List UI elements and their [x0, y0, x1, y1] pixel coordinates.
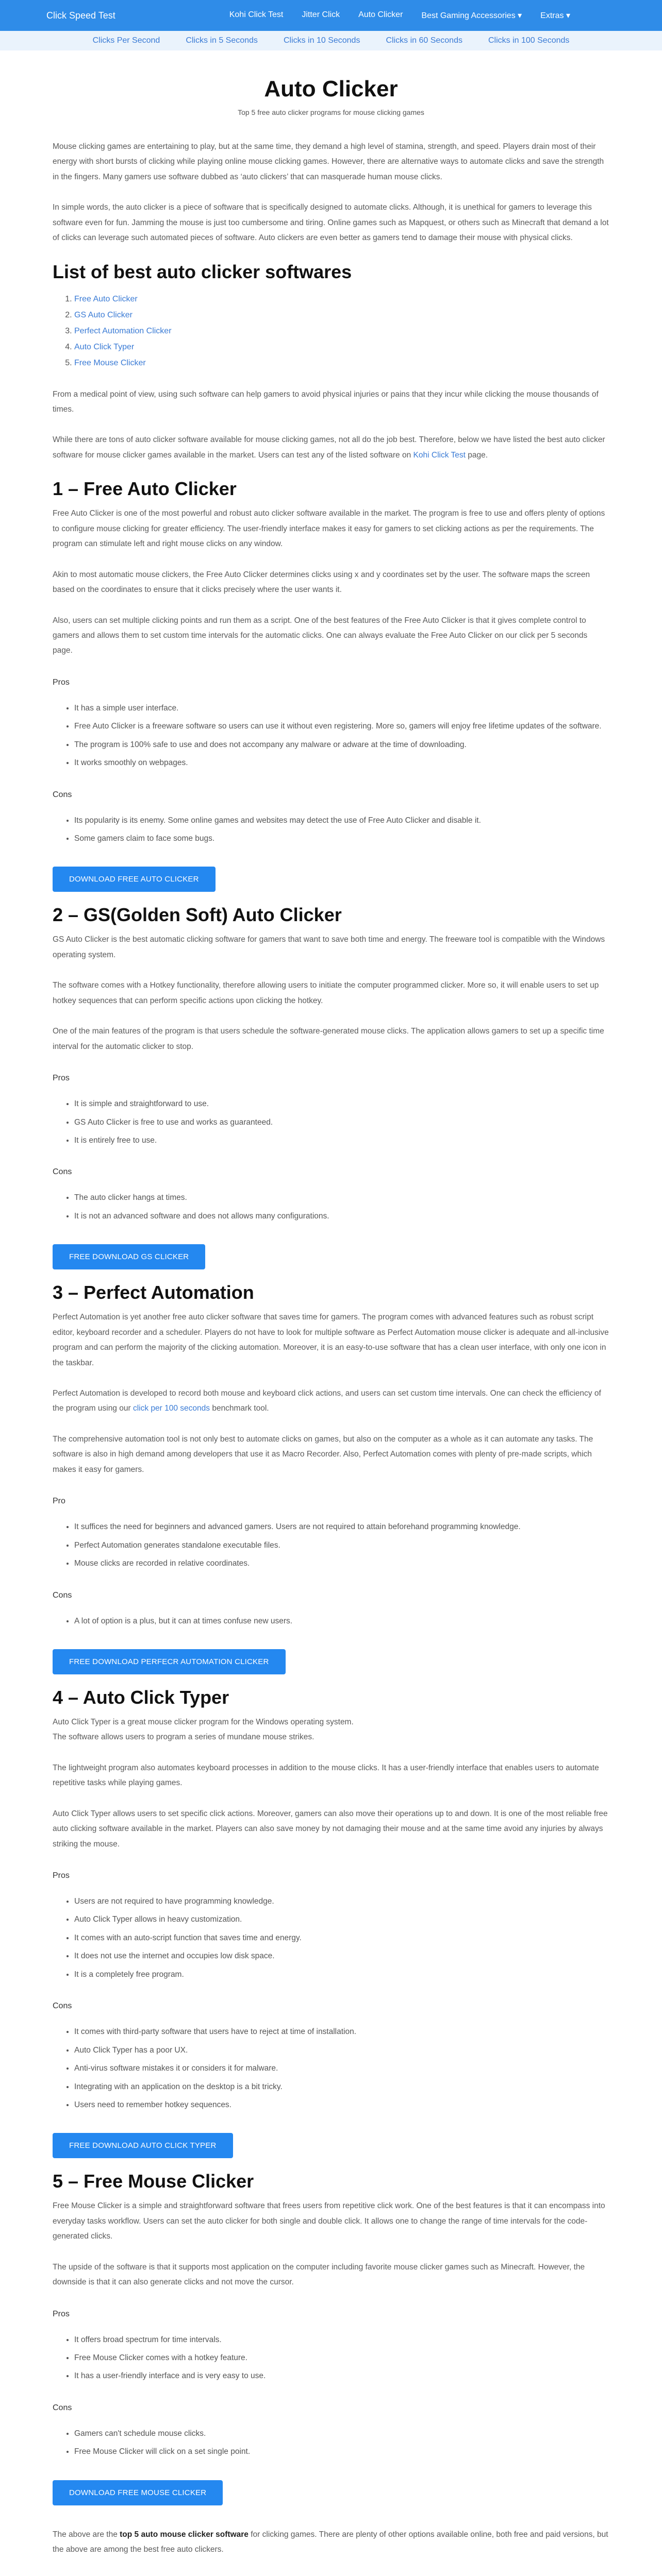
section-4-pros-list — [74, 1894, 609, 1982]
text-segment: The above are the — [53, 2530, 120, 2539]
toc-item — [74, 355, 609, 371]
pros-item: • It is a completely free program. — [74, 1967, 609, 1982]
list-heading: List of best auto clicker softwares — [53, 261, 352, 282]
section-3-cons-list — [74, 1614, 609, 1629]
text-segment: for clicking games. There are plenty of other options available online, both free and paid versions, but the above are among the best free auto clickers. — [53, 2530, 608, 2554]
nav-item-jitter-click[interactable]: Jitter Click — [302, 10, 340, 19]
section-5-cons-label: Cons — [53, 2403, 72, 2412]
pros-item: • Free Mouse Clicker comes with a hotkey feature. — [74, 2350, 609, 2365]
cons-item: • Some gamers claim to face some bugs. — [74, 831, 609, 846]
pros-item: • It has a simple user interface. — [74, 701, 609, 716]
cons-item: • It is not an advanced software and does not allows many configurations. — [74, 1209, 609, 1224]
pros-item: • It is simple and straightforward to use. — [74, 1096, 609, 1111]
brand-link[interactable]: Click Speed Test — [46, 10, 115, 21]
pros-item: • It suffices the need for beginners and advanced gamers. Users are not required to attain beforehand programming knowledge. — [74, 1519, 609, 1534]
section-5-paragraph: Free Mouse Clicker is a simple and straightforward software that frees users from repetitive click work. One of the best features is that it can encompass into everyday tasks workflow. Users can set the auto clicker for both single and double click. It allows one to change the range of time intervals for the code-generated clicks. — [53, 2201, 605, 2241]
section-1-paragraph: Free Auto Clicker is one of the most powerful and robust auto clicker software available in the market. The program is free to use and offers plenty of options to configure mouse clicking for greater efficiency. The user-friendly interface makes it easy for gamers to set clicking actions as per the requirements. The program can stimulate left and right mouse clicks on any window. — [53, 509, 605, 549]
page-subtitle: Top 5 free auto clicker programs for mouse clicking games — [238, 108, 424, 116]
text-highlight: top 5 auto mouse clicker software — [120, 2530, 249, 2539]
section-4-paragraph: Auto Click Typer allows users to set specific click actions. Moreover, gamers can also move their operations up to and down. It is one of the most reliable free auto clicking software available in the market. Players can also save money by not damaging their mouse and at the same time avoid any injuries by always striking the mouse. — [53, 1809, 608, 1849]
download-perfect-automation-button[interactable]: FREE DOWNLOAD PERFECR AUTOMATION CLICKER — [53, 1649, 286, 1674]
subnav-clicks-5-seconds[interactable]: Clicks in 5 Seconds — [186, 36, 258, 45]
page-title: Auto Clicker — [264, 76, 398, 101]
text-segment: Perfect Automation is developed to record both mouse and keyboard click actions, and users can set custom time intervals. One can check the efficiency of the program using our — [53, 1389, 601, 1413]
text-segment: The software allows users to program a series of mundane mouse strikes. — [53, 1733, 315, 1742]
section-1-pros-list — [74, 701, 609, 771]
main-content — [53, 50, 609, 2557]
text-segment: benchmark tool. — [210, 1404, 269, 1413]
toc-item — [74, 323, 609, 339]
section-1-title: 1 – Free Auto Clicker — [53, 478, 237, 500]
section-3-paragraph: The comprehensive automation tool is not only best to automate clicks on games, but also on the computer as a whole as it can automate any tasks. The software is also in high demand among developers that use it as Macro Recorder. Also, Perfect Automation comes with plenty of pre-made scripts, which makes it easy for gamers. — [53, 1434, 593, 1474]
section-1-cons-label: Cons — [53, 790, 72, 799]
after-list-paragraph-1: From a medical point of view, using such software can help gamers to avoid physical injuries or pains that they incur while clicking the mouse thousands of times. — [53, 389, 599, 414]
closing-paragraph — [53, 2527, 609, 2557]
cons-item: • Integrating with an application on the desktop is a bit tricky. — [74, 2079, 609, 2094]
pros-item: • It is entirely free to use. — [74, 1133, 609, 1148]
text-segment: While there are tons of auto clicker software available for mouse clicking games, not all do the job best. Therefore, below we have listed the best auto clicker software for mouse clicker games available in the market. Users can test any of the listed software on — [53, 435, 605, 460]
section-4-title: 4 – Auto Click Typer — [53, 1686, 229, 1708]
cons-item: • It comes with third-party software that users have to reject at time of installation. — [74, 2024, 609, 2039]
pros-item: • GS Auto Clicker is free to use and works as guaranteed. — [74, 1115, 609, 1130]
pros-item: • It does not use the internet and occupies low disk space. — [74, 1948, 609, 1963]
pros-item: • It offers broad spectrum for time intervals. — [74, 2332, 609, 2347]
toc-item — [74, 291, 609, 307]
toc-item — [74, 307, 609, 323]
nav-item-gaming-accessories-dropdown[interactable]: Best Gaming Accessories ▾ — [421, 11, 522, 20]
section-5-title: 5 – Free Mouse Clicker — [53, 2171, 254, 2192]
nav-menu — [220, 10, 580, 21]
pros-item: • Perfect Automation generates standalone executable files. — [74, 1538, 609, 1553]
nav-item-extras-dropdown[interactable]: Extras ▾ — [540, 11, 570, 20]
section-5-paragraph: The upside of the software is that it supports most application on the computer including favorite mouse clicker games such as Minecraft. However, the downside is that it can also generate clicks and not move the cursor. — [53, 2262, 585, 2287]
cons-item: • Auto Click Typer has a poor UX. — [74, 2043, 609, 2058]
section-2-title: 2 – GS(Golden Soft) Auto Clicker — [53, 904, 342, 926]
cons-item: • Anti-virus software mistakes it or considers it for malware. — [74, 2061, 609, 2076]
click-per-100-seconds-link[interactable]: click per 100 seconds — [133, 1404, 210, 1413]
pros-item: • Mouse clicks are recorded in relative coordinates. — [74, 1556, 609, 1571]
toc-link-free-auto-clicker[interactable]: Free Auto Clicker — [74, 294, 138, 303]
intro-paragraph-1: Mouse clicking games are entertaining to play, but at the same time, they demand a high level of stamina, strength, and speed. Players drain most of their energy with short bursts of clicking while playing online mouse clicking games. However, there are alternative ways to automate clicks and save the strength in the fingers. Many gamers use software dubbed as ‘auto clickers’ that can masquerade human mouse clicks. — [53, 142, 604, 181]
subnav-clicks-60-seconds[interactable]: Clicks in 60 Seconds — [386, 36, 462, 45]
section-4-paragraph: The lightweight program also automates keyboard processes in addition to the mouse clicks. It has a user-friendly interface that enables users to automate repetitive tasks while playing games. — [53, 1763, 599, 1788]
intro-paragraph-2: In simple words, the auto clicker is a piece of software that is specifically designed to automate clicks. Although, it is unethical for gamers to leverage this software even for fun. Jamming the mouse is just too cumbersome and tiring. Online games such as Mapquest, or others such as Minecraft that demand a lot of clicks can leverage such automated pieces of software. Auto clickers are even better as gamers tend to damage their mouse with physical clicks. — [53, 203, 609, 243]
download-free-mouse-clicker-button[interactable]: DOWNLOAD FREE MOUSE CLICKER — [53, 2480, 223, 2505]
section-4-paragraph — [53, 1715, 609, 1745]
download-auto-click-typer-button[interactable]: FREE DOWNLOAD AUTO CLICK TYPER — [53, 2133, 233, 2158]
cons-item: • Gamers can't schedule mouse clicks. — [74, 2426, 609, 2441]
section-4-pros-label: Pros — [53, 1871, 70, 1880]
pros-item: • The program is 100% safe to use and does not accompany any malware or adware at the time of downloading. — [74, 737, 609, 752]
nav-item-kohi-click-test[interactable]: Kohi Click Test — [229, 10, 284, 19]
section-1-pros-label: Pros — [53, 677, 70, 687]
section-2-pros-label: Pros — [53, 1074, 70, 1083]
section-5-pros-label: Pros — [53, 2309, 70, 2318]
kohi-click-test-link[interactable]: Kohi Click Test — [413, 450, 466, 460]
section-1-paragraph: Akin to most automatic mouse clickers, the Free Auto Clicker determines clicks using x and y coordinates set by the user. The software maps the screen based on the coordinates to ensure that it clicks precisely where the user wants it. — [53, 570, 590, 595]
pros-item: • Free Auto Clicker is a freeware software so users can use it without even registering. More so, gamers will enjoy free lifetime updates of the software. — [74, 719, 609, 734]
download-free-auto-clicker-button[interactable]: DOWNLOAD FREE AUTO CLICKER — [53, 867, 216, 892]
section-3-paragraph — [53, 1386, 609, 1416]
nav-item-auto-clicker[interactable]: Auto Clicker — [358, 10, 403, 19]
section-5-pros-list — [74, 2332, 609, 2384]
cons-item: • The auto clicker hangs at times. — [74, 1190, 609, 1205]
section-3-title: 3 – Perfect Automation — [53, 1282, 254, 1303]
section-2-pros-list — [74, 1096, 609, 1148]
text-segment: Auto Click Typer is a great mouse clicker program for the Windows operating system. — [53, 1717, 354, 1726]
section-3-pros-label: Pro — [53, 1497, 65, 1506]
toc-list — [74, 291, 609, 371]
cons-item: • A lot of option is a plus, but it can at times confuse new users. — [74, 1614, 609, 1629]
pros-item: • Users are not required to have programming knowledge. — [74, 1894, 609, 1909]
section-3-paragraph: Perfect Automation is yet another free auto clicker software that saves time for gamers. The program comes with advanced features such as robust script editor, keyboard recorder and a scheduler. Players do not have to look for multiple software as Perfect Automation mouse clicker is adequate and all-inclusive program and can perform the majority of the clicking automation. Moreover, it is an easy-to-use software that has a clean user interface, with only one icon in the taskbar. — [53, 1313, 609, 1367]
pros-item: • It has a user-friendly interface and is very easy to use. — [74, 2368, 609, 2383]
section-2-cons-label: Cons — [53, 1167, 72, 1177]
top-navbar — [0, 0, 662, 31]
subnav-clicks-per-second[interactable]: Clicks Per Second — [92, 36, 160, 45]
section-3-cons-label: Cons — [53, 1590, 72, 1600]
sub-navbar — [0, 31, 662, 50]
cons-item: • Free Mouse Clicker will click on a set single point. — [74, 2444, 609, 2459]
after-list-paragraph-2 — [53, 432, 609, 463]
toc-item — [74, 339, 609, 355]
toc-link-gs-auto-clicker[interactable]: GS Auto Clicker — [74, 310, 133, 319]
section-1-cons-list — [74, 813, 609, 846]
toc-link-auto-click-typer[interactable]: Auto Click Typer — [74, 343, 135, 352]
section-5-cons-list — [74, 2426, 609, 2460]
section-2-paragraph: The software comes with a Hotkey functionality, therefore allowing users to initiate the computer programmed clicker. More so, it will enable users to set up hotkey sequences that can perform specific actions upon clicking the hotkey. — [53, 981, 599, 1005]
section-3-pros-list — [74, 1519, 609, 1571]
section-2-paragraph: GS Auto Clicker is the best automatic clicking software for gamers that want to save both time and energy. The freeware tool is compatible with the Windows operating system. — [53, 935, 605, 959]
toc-link-perfect-automation[interactable]: Perfect Automation Clicker — [74, 327, 172, 335]
section-2-paragraph: One of the main features of the program is that users schedule the software-generated mouse clicks. The application allows gamers to set up a specific time interval for the automatic clicker to stop. — [53, 1027, 604, 1051]
subnav-clicks-100-seconds[interactable]: Clicks in 100 Seconds — [488, 36, 570, 45]
cons-item: • Its popularity is its enemy. Some online games and websites may detect the use of Free Auto Clicker and disable it. — [74, 813, 609, 828]
subnav-clicks-10-seconds[interactable]: Clicks in 10 Seconds — [283, 36, 360, 45]
pros-item: • It works smoothly on webpages. — [74, 755, 609, 770]
cons-item: • Users need to remember hotkey sequences. — [74, 2097, 609, 2112]
section-1-paragraph: Also, users can set multiple clicking points and run them as a script. One of the best features of the Free Auto Clicker is that it gives complete control to gamers and allows them to set custom time intervals for the automatic clicks. One can always evaluate the Free Auto Clicker on our click per 5 seconds page. — [53, 616, 588, 655]
pros-item: • It comes with an auto-script function that saves time and energy. — [74, 1930, 609, 1945]
text-segment: page. — [465, 450, 488, 460]
section-2-cons-list — [74, 1190, 609, 1224]
download-gs-clicker-button[interactable]: FREE DOWNLOAD GS CLICKER — [53, 1244, 205, 1269]
toc-link-free-mouse-clicker[interactable]: Free Mouse Clicker — [74, 359, 146, 368]
section-4-cons-label: Cons — [53, 2002, 72, 2011]
pros-item: • Auto Click Typer allows in heavy customization. — [74, 1912, 609, 1927]
section-4-cons-list — [74, 2024, 609, 2112]
